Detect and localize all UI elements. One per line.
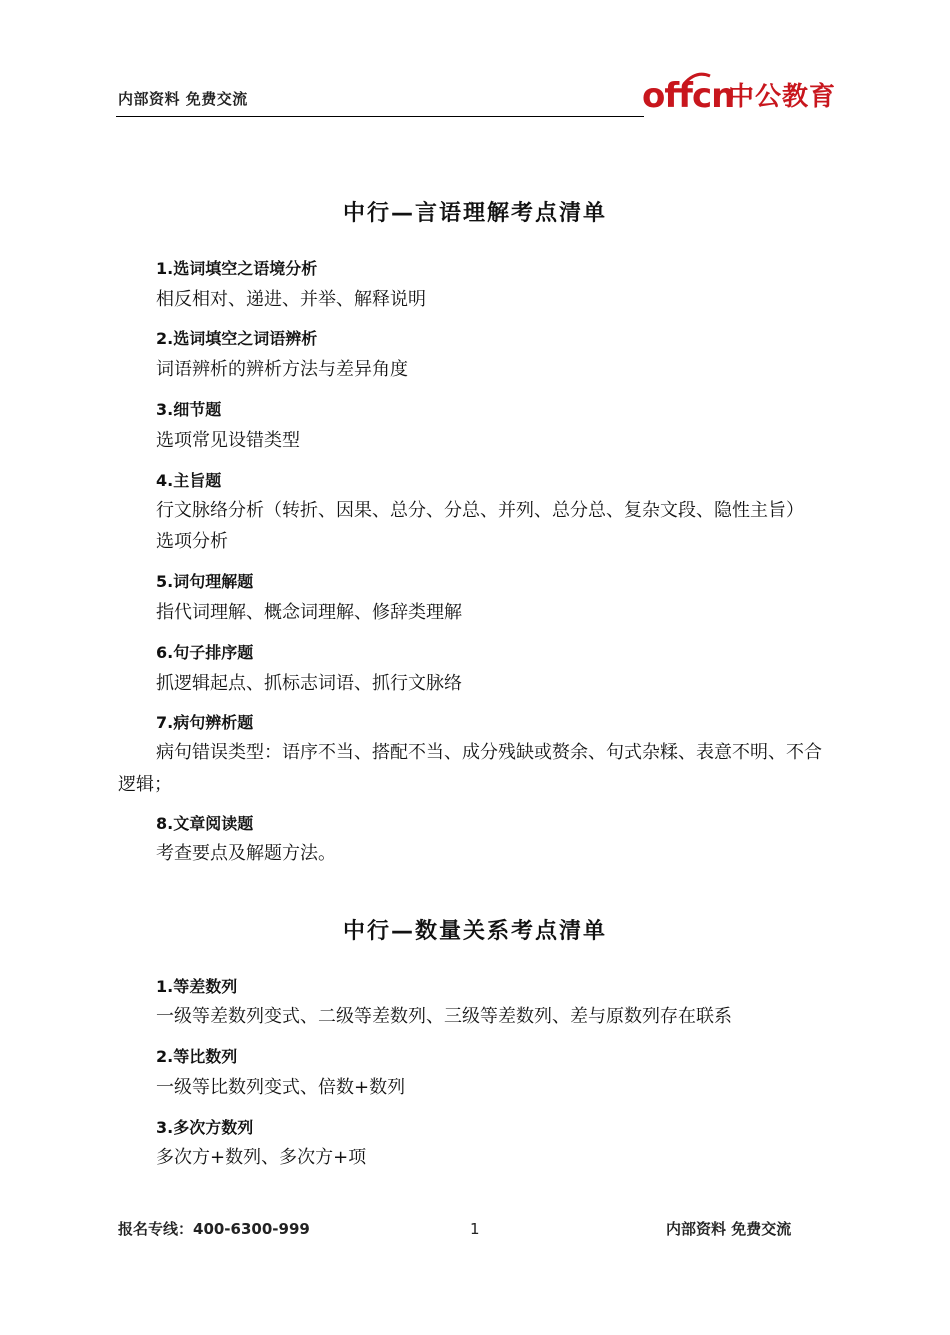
item-title: 2.选词填空之词语辨析 <box>156 329 318 348</box>
item-body: 指代词理解、概念词理解、修辞类理解 <box>156 602 462 623</box>
footer-note: 内部资料 免费交流 <box>666 1220 792 1238</box>
item-title: 2.等比数列 <box>156 1047 238 1066</box>
logo-chinese-text: 中公教育 <box>728 82 837 112</box>
item-body: 一级等比数列变式、倍数+数列 <box>156 1077 406 1098</box>
item-body: 相反相对、递进、并举、解释说明 <box>156 289 426 310</box>
item-title: 1.等差数列 <box>156 977 238 996</box>
page-number: 1 <box>470 1220 480 1238</box>
section-title: 中行—言语理解考点清单 <box>342 201 607 226</box>
item-title: 8.文章阅读题 <box>156 814 254 833</box>
header-rule <box>116 116 644 117</box>
item-title: 6.句子排序题 <box>156 643 254 662</box>
section-title: 中行—数量关系考点清单 <box>342 919 607 944</box>
item-title: 3.多次方数列 <box>156 1118 254 1137</box>
item-body: 行文脉络分析（转折、因果、总分、分总、并列、总分总、复杂文段、隐性主旨） <box>156 500 804 521</box>
item-title: 5.词句理解题 <box>156 572 254 591</box>
logo-latin-text: offcn <box>642 76 735 116</box>
logo-swoosh-icon <box>682 72 712 86</box>
item-body: 考查要点及解题方法。 <box>156 843 336 864</box>
item-title: 1.选词填空之语境分析 <box>156 259 318 278</box>
item-body: 词语辨析的辨析方法与差异角度 <box>156 359 408 380</box>
item-body: 多次方+数列、多次方+项 <box>156 1147 367 1168</box>
item-body-continued: 选项分析 <box>156 531 228 552</box>
item-body: 抓逻辑起点、抓标志词语、抓行文脉络 <box>156 673 462 694</box>
item-title: 7.病句辨析题 <box>156 713 254 732</box>
header-note: 内部资料 免费交流 <box>118 90 248 108</box>
item-body: 一级等差数列变式、二级等差数列、三级等差数列、差与原数列存在联系 <box>156 1006 732 1027</box>
footer-hotline: 报名专线：400-6300-999 <box>118 1220 310 1238</box>
item-title: 3.细节题 <box>156 400 222 419</box>
item-body: 选项常见设错类型 <box>156 430 300 451</box>
item-title: 4.主旨题 <box>156 471 222 490</box>
item-body: 病句错误类型：语序不当、搭配不当、成分残缺或赘余、句式杂糅、表意不明、不合逻辑； <box>118 742 822 795</box>
